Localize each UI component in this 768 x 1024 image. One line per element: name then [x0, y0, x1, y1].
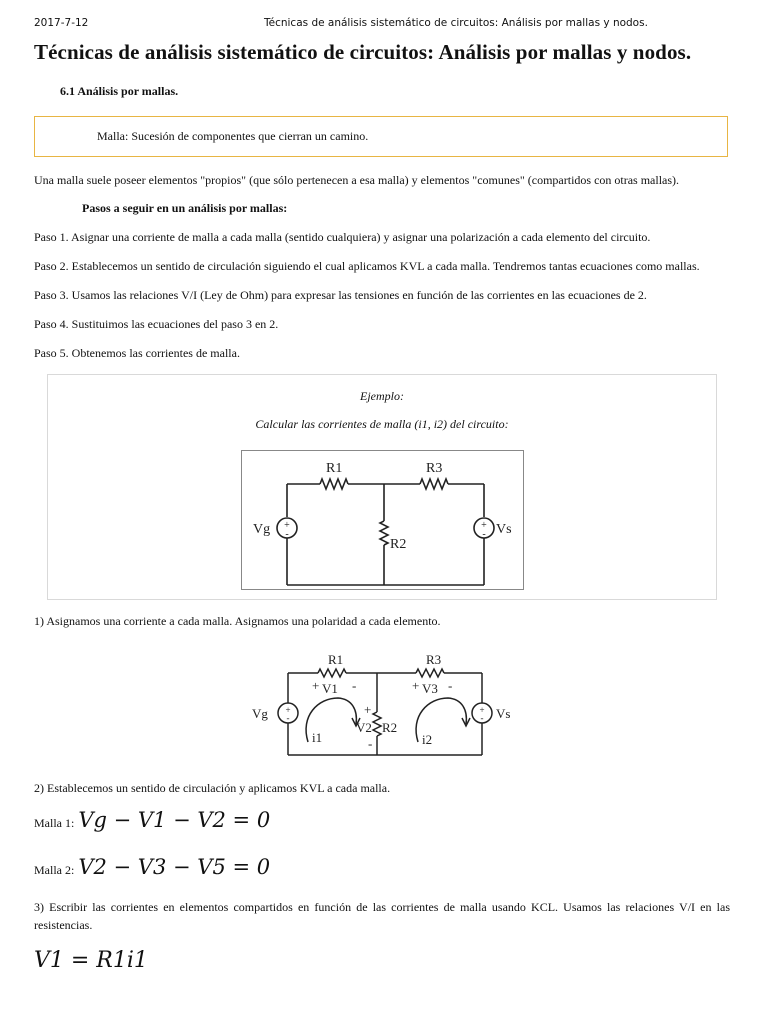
print-date: 2017-7-12: [34, 17, 89, 29]
v1-label: V1: [322, 681, 338, 696]
r2-resistor: [380, 521, 388, 545]
example-prompt: Calcular las corrientes de malla (i1, i2) del circuito:: [255, 417, 509, 431]
vg-plus: +: [285, 705, 291, 715]
mesh2-equation-row: [34, 855, 270, 879]
step-4: Paso 4. Sustituimos las ecuaciones del paso 3 en 2.: [34, 317, 279, 331]
r1-resistor: [318, 669, 346, 677]
vg-plus: +: [284, 520, 290, 531]
step-2: Paso 2. Establecemos un sentido de circulación siguiendo el cual aplicamos KVL a cada malla. Tendremos tantas ecuaciones como mallas.: [34, 259, 700, 273]
r3-resistor: [416, 669, 444, 677]
r1-label: R1: [328, 652, 344, 667]
v2-plus: +: [364, 702, 372, 717]
intro-paragraph: Una malla suele poseer elementos "propios" (que sólo pertenecen a esa malla) y elementos "comunes" (compartidos con otras mallas).: [34, 173, 680, 187]
vg-label: Vg: [252, 706, 268, 721]
vg-minus: -: [285, 529, 289, 540]
circuit-schematic: [242, 451, 523, 589]
vs-plus: +: [479, 705, 485, 715]
vs-label: Vs: [496, 522, 512, 537]
i2-label: i2: [422, 732, 433, 747]
definition-text: Malla: Sucesión de componentes que cierran un camino.: [97, 129, 369, 143]
r3-label: R3: [426, 461, 443, 476]
print-header: [34, 17, 734, 33]
r3-label: R3: [426, 652, 442, 667]
r2-label: R2: [390, 537, 407, 552]
vg-minus: -: [286, 713, 290, 723]
r3-resistor: [420, 479, 448, 489]
step-1: Paso 1. Asignar una corriente de malla a cada malla (sentido cualquiera) y asignar una polarización a cada elemento del circuito.: [34, 230, 651, 244]
annotated-circuit-schematic: [248, 646, 520, 758]
v3-plus: +: [412, 678, 420, 693]
v1-plus: +: [312, 678, 320, 693]
vs-label: Vs: [496, 706, 511, 721]
step1-paragraph: 1) Asignamos una corriente a cada malla. Asignamos una polaridad a cada elemento.: [34, 614, 441, 628]
v3-label: V3: [422, 681, 438, 696]
annotated-circuit-diagram: [248, 646, 520, 763]
r1-resistor: [320, 479, 348, 489]
section-heading: 6.1 Análisis por mallas.: [60, 84, 179, 98]
mesh2-equation: V2 − V3 − V5 = 0: [78, 855, 271, 879]
v3-minus: -: [448, 678, 453, 693]
v1-minus: -: [352, 678, 357, 693]
step-5: Paso 5. Obtenemos las corrientes de malla.: [34, 346, 240, 360]
example-heading: Ejemplo:: [360, 389, 404, 403]
steps-heading: Pasos a seguir en un análisis por mallas:: [82, 201, 288, 215]
r1-label: R1: [326, 461, 343, 476]
mesh2-label: Malla 2:: [34, 863, 75, 877]
step3-paragraph: 3) Escribir las corrientes en elementos compartidos en función de las corrientes de malla usando KCL. Usamos las relaciones V/I en las resistencias.: [34, 900, 730, 932]
mesh1-equation: Vg − V1 − V2 = 0: [78, 808, 271, 832]
page-title: Técnicas de análisis sistemático de circuitos: Análisis por mallas y nodos.: [34, 40, 692, 64]
r2-resistor: [373, 712, 381, 736]
v2-minus: -: [368, 736, 373, 751]
vs-minus: -: [482, 529, 486, 540]
v2-label: V2: [356, 720, 372, 735]
vs-minus: -: [480, 713, 484, 723]
example-box: [47, 374, 717, 600]
circuit-diagram: [241, 450, 524, 590]
definition-box: [34, 116, 728, 157]
i1-label: i1: [312, 730, 323, 745]
vs-plus: +: [481, 520, 487, 531]
vg-label: Vg: [253, 522, 271, 537]
mesh1-label: Malla 1:: [34, 816, 75, 830]
r2-label: R2: [382, 720, 398, 735]
ohm-equation-row: [34, 948, 148, 973]
print-page-title: Técnicas de análisis sistemático de circuitos: Análisis por mallas y nodos.: [264, 17, 648, 29]
mesh1-equation-row: [34, 808, 270, 832]
step-3: Paso 3. Usamos las relaciones V/I (Ley de Ohm) para expresar las tensiones en función de las corrientes en las ecuaciones de 2.: [34, 288, 647, 302]
ohm-equation: V1 = R1i1: [34, 948, 148, 973]
step2-paragraph: 2) Establecemos un sentido de circulación y aplicamos KVL a cada malla.: [34, 781, 391, 795]
